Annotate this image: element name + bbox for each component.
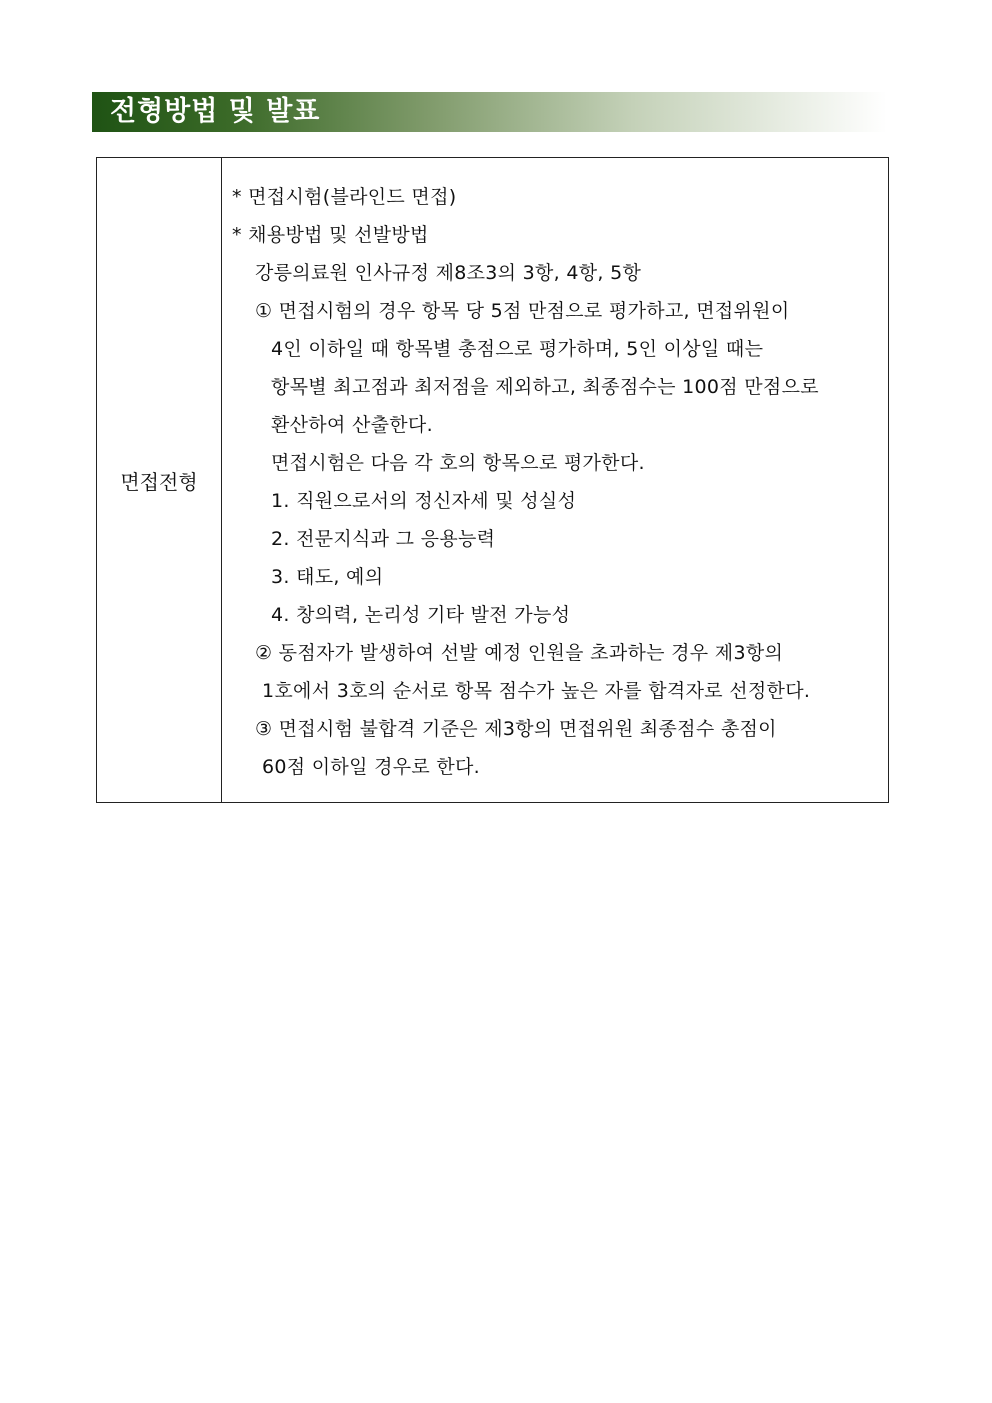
clause-2-line: 1호에서 3호의 순서로 항목 점수가 높은 자를 합격자로 선정한다. (262, 680, 811, 702)
bullet-line: * 채용방법 및 선발방법 (232, 224, 429, 246)
content-cell (222, 158, 888, 802)
clause-3-line: ③ 면접시험 불합격 기준은 제3항의 면접위원 최종점수 총점이 (255, 718, 777, 740)
interview-table (96, 157, 889, 803)
clause-1-line: 환산하여 산출한다. (271, 414, 433, 436)
label-cell (97, 158, 222, 802)
clause-1-line: 항목별 최고점과 최저점을 제외하고, 최종점수는 100점 만점으로 (271, 376, 819, 398)
regulation-reference: 강릉의료원 인사규정 제8조3의 3항, 4항, 5항 (255, 262, 642, 284)
section-title: 전형방법 및 발표 (110, 96, 321, 127)
evaluation-item: 3. 태도, 예의 (271, 566, 384, 588)
evaluation-intro: 면접시험은 다음 각 호의 항목으로 평가한다. (271, 452, 645, 474)
bullet-line: * 면접시험(블라인드 면접) (232, 186, 457, 208)
clause-1-line: 4인 이하일 때 항목별 총점으로 평가하며, 5인 이상일 때는 (271, 338, 764, 360)
section-header (92, 92, 887, 132)
clause-2-line: ② 동점자가 발생하여 선발 예정 인원을 초과하는 경우 제3항의 (255, 642, 784, 664)
evaluation-item: 1. 직원으로서의 정신자세 및 성실성 (271, 490, 577, 512)
clause-1-line: ① 면접시험의 경우 항목 당 5점 만점으로 평가하고, 면접위원이 (255, 300, 790, 322)
label-interview: 면접전형 (120, 469, 198, 494)
evaluation-item: 2. 전문지식과 그 응용능력 (271, 528, 496, 550)
evaluation-item: 4. 창의력, 논리성 기타 발전 가능성 (271, 604, 571, 626)
clause-3-line: 60점 이하일 경우로 한다. (262, 756, 481, 778)
